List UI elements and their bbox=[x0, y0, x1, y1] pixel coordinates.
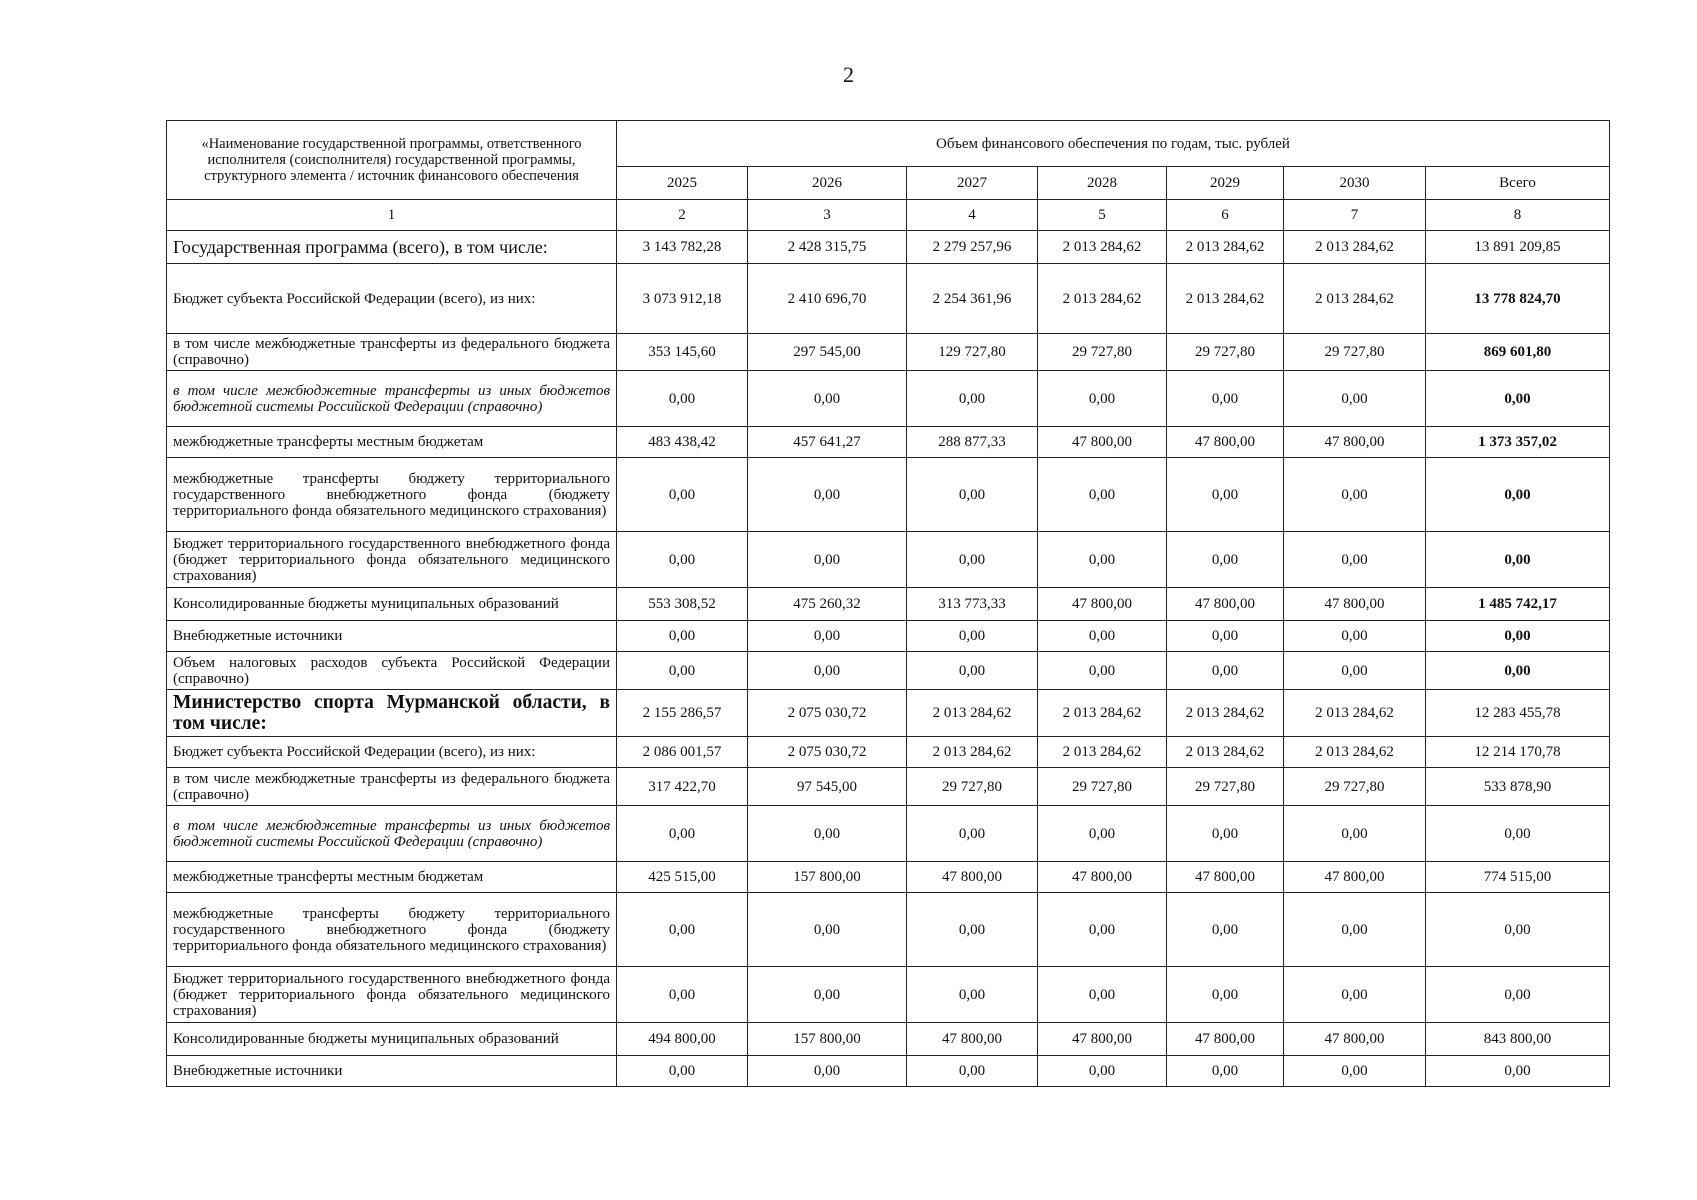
row-label: межбюджетные трансферты бюджету территориального государственного внебюджетного фонда (бюджету территориального фонда обязательного медицинского страхования) bbox=[167, 893, 617, 967]
column-number: 4 bbox=[907, 200, 1038, 231]
year-value: 0,00 bbox=[1038, 806, 1167, 862]
year-value: 297 545,00 bbox=[748, 334, 907, 371]
year-value: 47 800,00 bbox=[1038, 1023, 1167, 1056]
column-number: 8 bbox=[1426, 200, 1610, 231]
year-value: 0,00 bbox=[1167, 1056, 1284, 1087]
table-row bbox=[167, 427, 1610, 458]
year-value: 2 013 284,62 bbox=[907, 690, 1038, 737]
year-value: 353 145,60 bbox=[617, 334, 748, 371]
row-total: 0,00 bbox=[1426, 652, 1610, 690]
year-value: 317 422,70 bbox=[617, 768, 748, 806]
year-header: 2025 bbox=[617, 167, 748, 200]
year-value: 2 013 284,62 bbox=[1284, 264, 1426, 334]
year-value: 0,00 bbox=[1284, 652, 1426, 690]
table-row bbox=[167, 806, 1610, 862]
year-value: 2 013 284,62 bbox=[1167, 231, 1284, 264]
row-total: 12 283 455,78 bbox=[1426, 690, 1610, 737]
table-row bbox=[167, 532, 1610, 588]
row-label: Бюджет субъекта Российской Федерации (всего), из них: bbox=[167, 264, 617, 334]
row-total: 1 485 742,17 bbox=[1426, 588, 1610, 621]
year-value: 2 013 284,62 bbox=[1038, 231, 1167, 264]
year-value: 2 013 284,62 bbox=[907, 737, 1038, 768]
year-value: 0,00 bbox=[1167, 893, 1284, 967]
row-label: Консолидированные бюджеты муниципальных образований bbox=[167, 1023, 617, 1056]
year-value: 0,00 bbox=[748, 893, 907, 967]
year-value: 0,00 bbox=[1167, 621, 1284, 652]
year-value: 0,00 bbox=[1038, 621, 1167, 652]
table-row bbox=[167, 1056, 1610, 1087]
year-value: 0,00 bbox=[1038, 652, 1167, 690]
row-label: в том числе межбюджетные трансферты из иных бюджетов бюджетной системы Российской Федерации (справочно) bbox=[167, 371, 617, 427]
table-row bbox=[167, 690, 1610, 737]
column-number: 2 bbox=[617, 200, 748, 231]
row-label: в том числе межбюджетные трансферты из иных бюджетов бюджетной системы Российской Федерации (справочно) bbox=[167, 806, 617, 862]
year-value: 47 800,00 bbox=[1038, 427, 1167, 458]
row-label: межбюджетные трансферты бюджету территориального государственного внебюджетного фонда (бюджету территориального фонда обязательного медицинского страхования) bbox=[167, 458, 617, 532]
year-value: 29 727,80 bbox=[1038, 334, 1167, 371]
table-row bbox=[167, 588, 1610, 621]
year-value: 47 800,00 bbox=[907, 862, 1038, 893]
year-value: 2 013 284,62 bbox=[1284, 690, 1426, 737]
year-value: 483 438,42 bbox=[617, 427, 748, 458]
column-number: 1 bbox=[167, 200, 617, 231]
year-value: 313 773,33 bbox=[907, 588, 1038, 621]
column-number: 7 bbox=[1284, 200, 1426, 231]
year-value: 0,00 bbox=[907, 806, 1038, 862]
row-total: 0,00 bbox=[1426, 1056, 1610, 1087]
year-value: 29 727,80 bbox=[907, 768, 1038, 806]
year-value: 0,00 bbox=[1167, 458, 1284, 532]
table-row bbox=[167, 768, 1610, 806]
row-label: в том числе межбюджетные трансферты из федерального бюджета (справочно) bbox=[167, 334, 617, 371]
row-total: 774 515,00 bbox=[1426, 862, 1610, 893]
row-total: 1 373 357,02 bbox=[1426, 427, 1610, 458]
year-value: 0,00 bbox=[1284, 621, 1426, 652]
table-row bbox=[167, 1023, 1610, 1056]
year-value: 0,00 bbox=[617, 621, 748, 652]
year-header: 2029 bbox=[1167, 167, 1284, 200]
year-value: 47 800,00 bbox=[1167, 588, 1284, 621]
year-value: 157 800,00 bbox=[748, 862, 907, 893]
year-value: 0,00 bbox=[907, 371, 1038, 427]
row-label: Внебюджетные источники bbox=[167, 621, 617, 652]
year-value: 0,00 bbox=[1167, 652, 1284, 690]
year-value: 0,00 bbox=[748, 967, 907, 1023]
financing-table bbox=[166, 120, 1610, 1087]
year-value: 0,00 bbox=[1167, 371, 1284, 427]
table-row bbox=[167, 737, 1610, 768]
year-value: 47 800,00 bbox=[1038, 588, 1167, 621]
column-number: 5 bbox=[1038, 200, 1167, 231]
table-row bbox=[167, 264, 1610, 334]
year-value: 475 260,32 bbox=[748, 588, 907, 621]
table-row bbox=[167, 967, 1610, 1023]
year-value: 0,00 bbox=[1038, 967, 1167, 1023]
year-value: 425 515,00 bbox=[617, 862, 748, 893]
row-total: 0,00 bbox=[1426, 532, 1610, 588]
year-value: 0,00 bbox=[617, 806, 748, 862]
year-value: 0,00 bbox=[1167, 806, 1284, 862]
year-value: 2 013 284,62 bbox=[1284, 737, 1426, 768]
year-value: 47 800,00 bbox=[1038, 862, 1167, 893]
year-value: 0,00 bbox=[1038, 532, 1167, 588]
row-total: 0,00 bbox=[1426, 967, 1610, 1023]
year-value: 47 800,00 bbox=[1167, 1023, 1284, 1056]
table-row bbox=[167, 334, 1610, 371]
year-value: 0,00 bbox=[1284, 806, 1426, 862]
column-number: 3 bbox=[748, 200, 907, 231]
row-label: Бюджет территориального государственного внебюджетного фонда (бюджет территориального фонда обязательного медицинского страхования) bbox=[167, 967, 617, 1023]
year-value: 0,00 bbox=[748, 621, 907, 652]
year-value: 0,00 bbox=[907, 621, 1038, 652]
row-total: 0,00 bbox=[1426, 893, 1610, 967]
year-value: 3 073 912,18 bbox=[617, 264, 748, 334]
year-value: 0,00 bbox=[617, 1056, 748, 1087]
year-value: 157 800,00 bbox=[748, 1023, 907, 1056]
row-total: 533 878,90 bbox=[1426, 768, 1610, 806]
year-value: 2 254 361,96 bbox=[907, 264, 1038, 334]
year-value: 129 727,80 bbox=[907, 334, 1038, 371]
row-label: в том числе межбюджетные трансферты из федерального бюджета (справочно) bbox=[167, 768, 617, 806]
year-value: 0,00 bbox=[1167, 532, 1284, 588]
table-row bbox=[167, 371, 1610, 427]
year-header: 2028 bbox=[1038, 167, 1167, 200]
year-value: 0,00 bbox=[617, 893, 748, 967]
row-total: 13 891 209,85 bbox=[1426, 231, 1610, 264]
year-value: 2 013 284,62 bbox=[1167, 737, 1284, 768]
year-value: 494 800,00 bbox=[617, 1023, 748, 1056]
year-value: 288 877,33 bbox=[907, 427, 1038, 458]
row-label: Бюджет субъекта Российской Федерации (всего), из них: bbox=[167, 737, 617, 768]
year-value: 2 155 286,57 bbox=[617, 690, 748, 737]
table-row bbox=[167, 621, 1610, 652]
year-value: 97 545,00 bbox=[748, 768, 907, 806]
year-value: 0,00 bbox=[1167, 967, 1284, 1023]
year-value: 0,00 bbox=[748, 1056, 907, 1087]
year-value: 0,00 bbox=[1038, 371, 1167, 427]
year-value: 2 279 257,96 bbox=[907, 231, 1038, 264]
year-value: 29 727,80 bbox=[1284, 768, 1426, 806]
year-value: 47 800,00 bbox=[1284, 862, 1426, 893]
row-label: Бюджет территориального государственного внебюджетного фонда (бюджет территориального фонда обязательного медицинского страхования) bbox=[167, 532, 617, 588]
year-value: 2 075 030,72 bbox=[748, 737, 907, 768]
year-value: 29 727,80 bbox=[1167, 334, 1284, 371]
year-value: 0,00 bbox=[1284, 532, 1426, 588]
row-total: 13 778 824,70 bbox=[1426, 264, 1610, 334]
year-value: 0,00 bbox=[617, 967, 748, 1023]
year-value: 0,00 bbox=[907, 967, 1038, 1023]
year-value: 0,00 bbox=[907, 458, 1038, 532]
row-total: 843 800,00 bbox=[1426, 1023, 1610, 1056]
year-value: 2 428 315,75 bbox=[748, 231, 907, 264]
year-value: 2 013 284,62 bbox=[1038, 264, 1167, 334]
year-value: 47 800,00 bbox=[1167, 862, 1284, 893]
year-value: 0,00 bbox=[1284, 967, 1426, 1023]
year-value: 2 013 284,62 bbox=[1038, 737, 1167, 768]
row-total: 869 601,80 bbox=[1426, 334, 1610, 371]
year-value: 0,00 bbox=[748, 806, 907, 862]
year-value: 0,00 bbox=[617, 652, 748, 690]
year-value: 47 800,00 bbox=[1284, 588, 1426, 621]
table-row bbox=[167, 893, 1610, 967]
year-value: 0,00 bbox=[748, 652, 907, 690]
volume-header: Объем финансового обеспечения по годам, тыс. рублей bbox=[617, 121, 1610, 167]
year-value: 0,00 bbox=[617, 532, 748, 588]
year-value: 457 641,27 bbox=[748, 427, 907, 458]
year-value: 0,00 bbox=[1284, 893, 1426, 967]
table-row bbox=[167, 458, 1610, 532]
year-value: 47 800,00 bbox=[1167, 427, 1284, 458]
row-total: 0,00 bbox=[1426, 621, 1610, 652]
row-label: Министерство спорта Мурманской области, в том числе: bbox=[167, 690, 617, 737]
table-row bbox=[167, 231, 1610, 264]
page-number: 2 bbox=[843, 62, 854, 87]
year-value: 0,00 bbox=[1038, 458, 1167, 532]
year-value: 0,00 bbox=[907, 893, 1038, 967]
row-label: Государственная программа (всего), в том числе: bbox=[167, 231, 617, 264]
year-value: 0,00 bbox=[1284, 371, 1426, 427]
total-header: Всего bbox=[1426, 167, 1610, 200]
year-value: 3 143 782,28 bbox=[617, 231, 748, 264]
year-value: 2 013 284,62 bbox=[1038, 690, 1167, 737]
year-value: 2 013 284,62 bbox=[1284, 231, 1426, 264]
year-value: 0,00 bbox=[748, 532, 907, 588]
year-value: 29 727,80 bbox=[1284, 334, 1426, 371]
row-label: Внебюджетные источники bbox=[167, 1056, 617, 1087]
year-value: 47 800,00 bbox=[1284, 1023, 1426, 1056]
row-total: 12 214 170,78 bbox=[1426, 737, 1610, 768]
year-value: 2 075 030,72 bbox=[748, 690, 907, 737]
row-total: 0,00 bbox=[1426, 371, 1610, 427]
year-header: 2026 bbox=[748, 167, 907, 200]
year-value: 2 086 001,57 bbox=[617, 737, 748, 768]
year-value: 553 308,52 bbox=[617, 588, 748, 621]
year-value: 0,00 bbox=[748, 371, 907, 427]
year-value: 0,00 bbox=[1038, 1056, 1167, 1087]
row-label: Консолидированные бюджеты муниципальных образований bbox=[167, 588, 617, 621]
table-row bbox=[167, 652, 1610, 690]
row-label: межбюджетные трансферты местным бюджетам bbox=[167, 427, 617, 458]
column-number: 6 bbox=[1167, 200, 1284, 231]
year-value: 0,00 bbox=[1284, 458, 1426, 532]
row-total: 0,00 bbox=[1426, 806, 1610, 862]
row-total: 0,00 bbox=[1426, 458, 1610, 532]
year-value: 29 727,80 bbox=[1167, 768, 1284, 806]
table-row bbox=[167, 862, 1610, 893]
year-value: 0,00 bbox=[907, 1056, 1038, 1087]
year-value: 2 013 284,62 bbox=[1167, 690, 1284, 737]
year-value: 2 013 284,62 bbox=[1167, 264, 1284, 334]
year-value: 0,00 bbox=[748, 458, 907, 532]
row-label: Объем налоговых расходов субъекта Российской Федерации (справочно) bbox=[167, 652, 617, 690]
year-header: 2030 bbox=[1284, 167, 1426, 200]
year-value: 29 727,80 bbox=[1038, 768, 1167, 806]
year-header: 2027 bbox=[907, 167, 1038, 200]
year-value: 0,00 bbox=[907, 652, 1038, 690]
year-value: 2 410 696,70 bbox=[748, 264, 907, 334]
year-value: 47 800,00 bbox=[1284, 427, 1426, 458]
year-value: 47 800,00 bbox=[907, 1023, 1038, 1056]
year-value: 0,00 bbox=[907, 532, 1038, 588]
year-value: 0,00 bbox=[1038, 893, 1167, 967]
year-value: 0,00 bbox=[617, 458, 748, 532]
year-value: 0,00 bbox=[1284, 1056, 1426, 1087]
name-column-header: «Наименование государственной программы, ответственного исполнителя (соисполнителя) государственной программы, структурного элемента / источник финансового обеспечения bbox=[167, 121, 617, 200]
row-label: межбюджетные трансферты местным бюджетам bbox=[167, 862, 617, 893]
year-value: 0,00 bbox=[617, 371, 748, 427]
